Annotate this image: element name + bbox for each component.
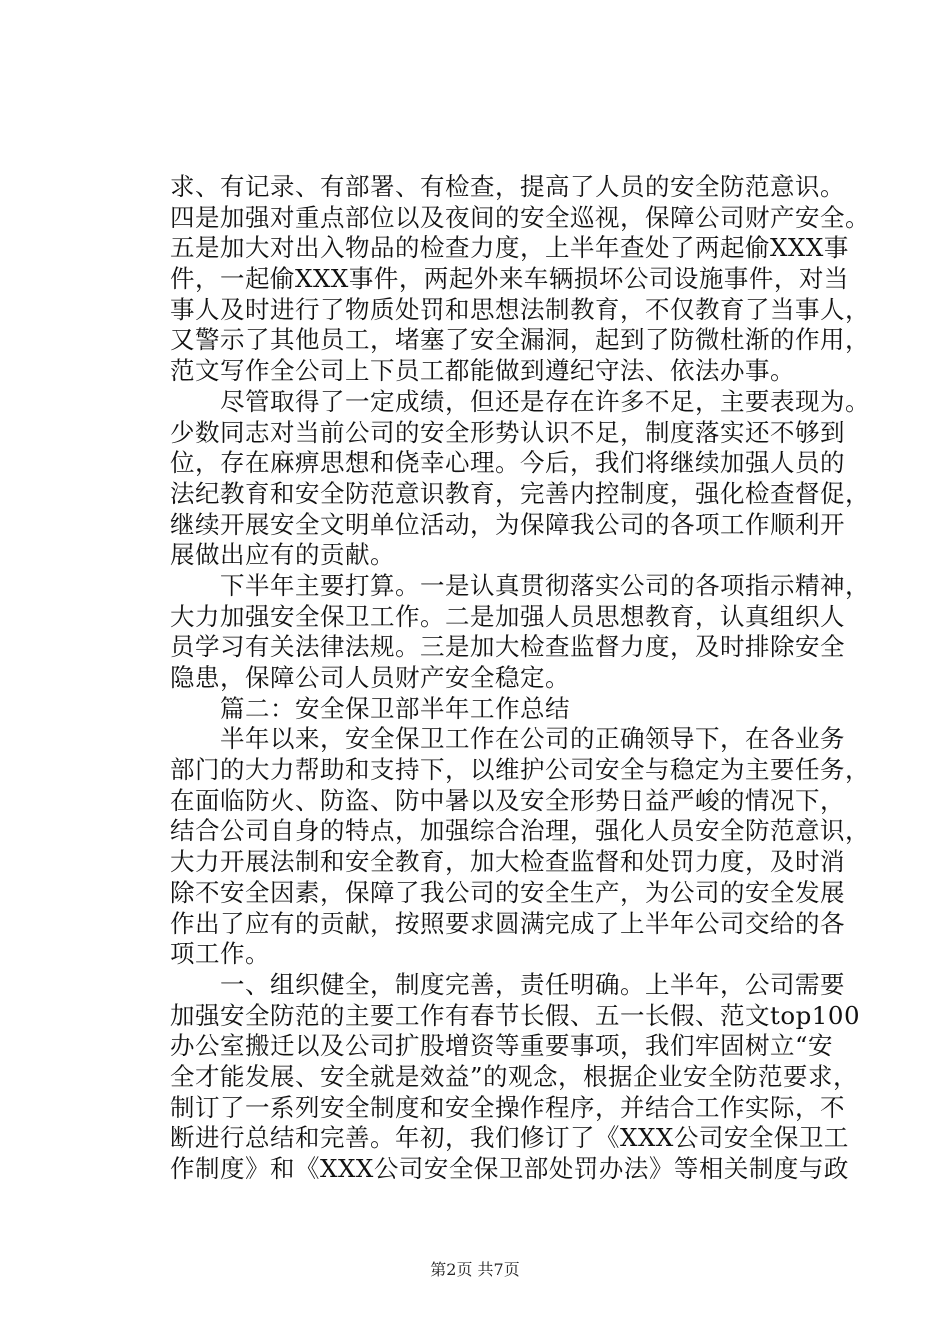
text-line: 尽管取得了一定成绩，但还是存在许多不足，主要表现为。 [170, 386, 870, 416]
text-line: 作制度》和《XXX公司安全保卫部处罚办法》等相关制度与政 [170, 1154, 849, 1183]
text-line: 办公室搬迁以及公司扩股增资等重要事项，我们牢固树立“安 [170, 1031, 834, 1061]
text-line: 事人及时进行了物质处罚和思想法制教育，不仅教育了当事人， [170, 294, 870, 324]
text-line: 半年以来，安全保卫工作在公司的正确领导下，在各业务 [170, 724, 845, 754]
text-line: 隐患，保障公司人员财产安全稳定。 [170, 663, 570, 692]
text-line: 制订了一系列安全制度和安全操作程序，并结合工作实际，不 [170, 1092, 845, 1122]
text-line: 继续开展安全文明单位活动，为保障我公司的各项工作顺利开 [170, 509, 845, 539]
page-footer [0, 1260, 950, 1280]
text-line: 位，存在麻痹思想和侥幸心理。今后，我们将继续加强人员的 [170, 448, 845, 478]
section-heading: 篇二：安全保卫部半年工作总结 [170, 693, 570, 723]
text-line: 又警示了其他员工，堵塞了安全漏洞，起到了防微杜渐的作用， [170, 325, 870, 355]
text-line: 求、有记录、有部署、有检查，提高了人员的安全防范意识。 [170, 172, 845, 201]
text-line: 法纪教育和安全防范意识教育，完善内控制度，强化检查督促， [170, 478, 870, 508]
page-number: 第2页 共7页 [430, 1260, 520, 1279]
text-line: 作出了应有的贡献，按照要求圆满完成了上半年公司交给的各 [170, 908, 845, 938]
text-line: 四是加强对重点部位以及夜间的安全巡视，保障公司财产安全。 [170, 202, 870, 232]
text-line: 部门的大力帮助和支持下，以维护公司安全与稳定为主要任务， [170, 755, 870, 785]
text-line: 除不安全因素，保障了我公司的安全生产，为公司的安全发展 [170, 877, 845, 907]
text-line: 下半年主要打算。一是认真贯彻落实公司的各项指示精神， [170, 570, 870, 600]
text-line: 大力开展法制和安全教育，加大检查监督和处罚力度，及时消 [170, 847, 845, 877]
text-line: 少数同志对当前公司的安全形势认识不足，制度落实还不够到 [170, 417, 845, 447]
text-line: 展做出应有的贡献。 [170, 540, 395, 570]
text-line: 五是加大对出入物品的检查力度，上半年查处了两起偷XXX事 [170, 233, 849, 263]
text-line: 员学习有关法律法规。三是加大检查监督力度，及时排除安全 [170, 632, 845, 662]
text-line: 结合公司自身的特点，加强综合治理，强化人员安全防范意识， [170, 816, 870, 846]
text-line: 项工作。 [170, 939, 270, 969]
text-line: 件，一起偷XXX事件，两起外来车辆损坏公司设施事件，对当 [170, 264, 849, 294]
text-line: 大力加强安全保卫工作。二是加强人员思想教育，认真组织人 [170, 601, 845, 631]
text-line: 范文写作全公司上下员工都能做到遵纪守法、依法办事。 [170, 356, 795, 386]
text-line: 一、组织健全，制度完善，责任明确。上半年，公司需要 [170, 969, 845, 999]
document-body [170, 172, 870, 1185]
text-line: 全才能发展、安全就是效益”的观念，根据企业安全防范要求， [170, 1061, 859, 1091]
text-line: 加强安全防范的主要工作有春节长假、五一长假、范文top100 [170, 1000, 861, 1030]
text-line: 断进行总结和完善。年初，我们修订了《XXX公司安全保卫工 [170, 1123, 849, 1153]
text-line: 在面临防火、防盗、防中暑以及安全形势日益严峻的情况下， [170, 785, 845, 815]
